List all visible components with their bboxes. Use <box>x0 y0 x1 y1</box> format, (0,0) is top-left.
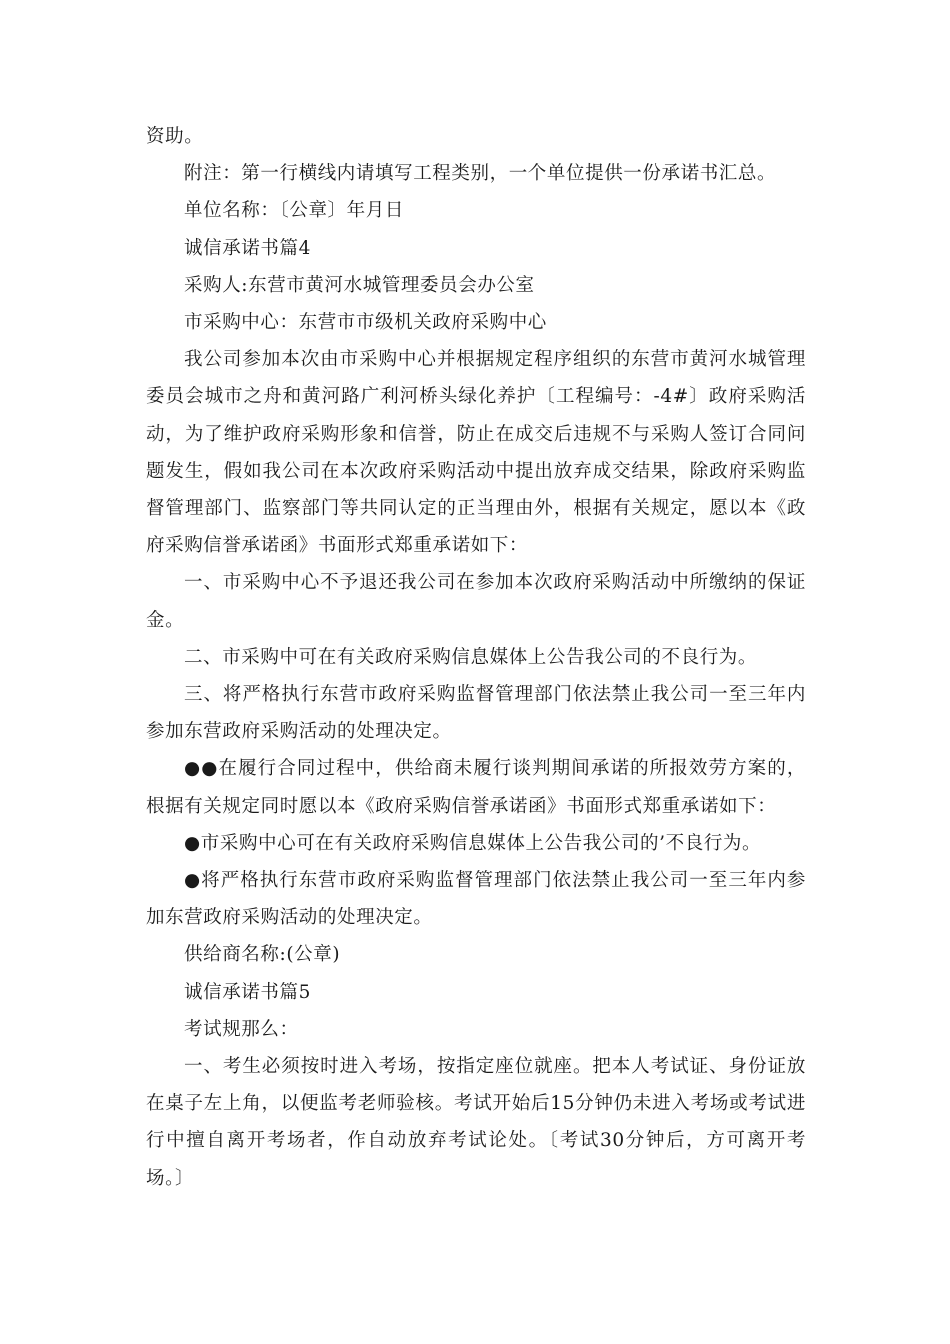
paragraph-14: 供给商名称:(公章) <box>184 944 341 966</box>
paragraph-11: ●●在履行合同过程中，供给商未履行谈判期间承诺的所报效劳方案的，根据有关规定同时愿以本《政府采购信誉承诺函》书面形式郑重承诺如下： <box>146 758 806 817</box>
paragraph-6: 市采购中心：东营市市级机关政府采购中心 <box>184 312 547 334</box>
section-heading-4: 诚信承诺书篇4 <box>184 237 311 259</box>
paragraph-3: 单位名称：〔公章〕年月日 <box>184 200 404 222</box>
paragraph-17: 一、考生必须按时进入考场，按指定座位就座。把本人考试证、身份证放在桌子左上角，以便监考老师验核。考试开始后15分钟仍未进入考场或考试进行中擅自离开考场者，作自动放弃考试论处。〔考试30分钟后，方可离开考场。〕 <box>146 1056 806 1189</box>
paragraph-7: 我公司参加本次由市采购中心并根据规定程序组织的东营市黄河水城管理委员会城市之舟和黄河路广利河桥头绿化养护〔工程编号：-4#〕政府采购活动，为了维护政府采购形象和信誉，防止在成交后违规不与采购人签订合同问题发生，假如我公司在本次政府采购活动中提出放弃成交结果，除政府采购监督管理部门、监察部门等共同认定的正当理由外，根据有关规定，愿以本《政府采购信誉承诺函》书面形式郑重承诺如下： <box>146 349 806 557</box>
paragraph-1: 资助。 <box>146 126 204 147</box>
paragraph-5: 采购人:东营市黄河水城管理委员会办公室 <box>184 274 535 296</box>
paragraph-16: 考试规那么： <box>184 1018 299 1040</box>
document-body <box>146 118 806 1197</box>
paragraph-2: 附注：第一行横线内请填写工程类别，一个单位提供一份承诺书汇总。 <box>184 163 777 185</box>
section-heading-5: 诚信承诺书篇5 <box>184 981 311 1003</box>
paragraph-8: 一、市采购中心不予退还我公司在参加本次政府采购活动中所缴纳的保证金。 <box>146 572 806 631</box>
paragraph-10: 三、将严格执行东营市政府采购监督管理部门依法禁止我公司一至三年内参加东营政府采购活动的处理决定。 <box>146 684 806 743</box>
paragraph-9: 二、市采购中可在有关政府采购信息媒体上公告我公司的不良行为。 <box>184 646 758 668</box>
paragraph-13: ●将严格执行东营市政府采购监督管理部门依法禁止我公司一至三年内参加东营政府采购活动的处理决定。 <box>146 870 806 929</box>
paragraph-12: ●市采购中心可在有关政府采购信息媒体上公告我公司的’不良行为。 <box>184 832 762 854</box>
